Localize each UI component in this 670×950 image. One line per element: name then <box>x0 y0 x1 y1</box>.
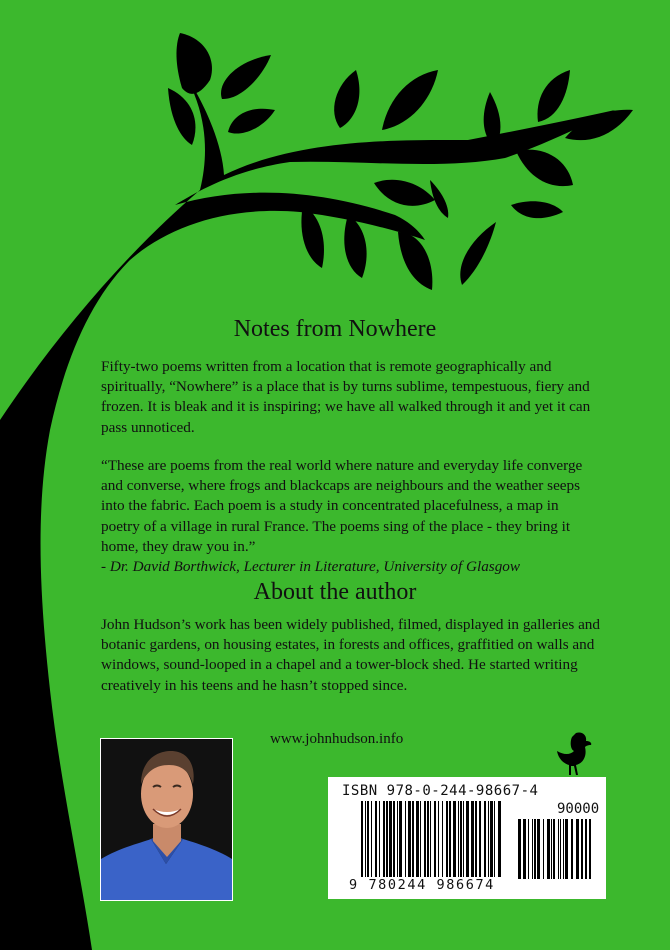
bird-silhouette-icon <box>554 729 594 777</box>
barcode-bar <box>498 801 501 877</box>
barcode-bar <box>371 801 372 877</box>
barcode-bar <box>518 819 521 879</box>
barcode-bar <box>532 819 533 879</box>
barcode-bar <box>405 801 406 877</box>
barcode-bar <box>460 801 462 877</box>
barcode-bar <box>449 801 451 877</box>
barcode-bar <box>361 801 363 877</box>
barcode-bar <box>430 801 431 877</box>
about-heading: About the author <box>253 579 417 605</box>
barcode-bar <box>379 801 380 877</box>
barcode-bar <box>389 801 392 877</box>
barcode-bar <box>547 819 550 879</box>
barcode-bar <box>393 801 395 877</box>
barcode-bar <box>471 801 474 877</box>
barcode-bar <box>576 819 579 879</box>
barcode-bar <box>494 801 495 877</box>
book-description: Fifty-two poems written from a location that is remote geographically and spiritually, “Nowhere” is a place that is by turns sublime, tempestuous, fiery and frozen. It is bleak and it is inspiring; we have all walked through it and yet it can pass unnoticed. <box>101 358 591 436</box>
barcode-bar <box>416 801 419 877</box>
barcode-bar <box>523 819 526 879</box>
author-photo <box>100 738 233 901</box>
review-quote <box>101 456 601 577</box>
barcode-bar <box>399 801 402 877</box>
barcode-bar <box>475 801 477 877</box>
barcode-bar <box>442 801 443 877</box>
barcode-bar <box>453 801 456 877</box>
barcode-bar <box>446 801 448 877</box>
barcode-bar <box>424 801 426 877</box>
barcode-bar <box>408 801 411 877</box>
website-link[interactable]: www.johnhudson.info <box>270 731 404 747</box>
barcode-bar <box>466 801 469 877</box>
barcode-bar <box>383 801 385 877</box>
barcode-bar <box>571 819 573 879</box>
barcode-bar <box>397 801 398 877</box>
barcode-bar <box>534 819 536 879</box>
barcode-bar <box>420 801 421 877</box>
barcode-bar <box>565 819 568 879</box>
barcode-bar <box>386 801 388 877</box>
barcode-bar <box>427 801 429 877</box>
isbn-label: ISBN 978-0-244-98667-4 <box>342 783 539 799</box>
isbn-barcode <box>328 777 606 899</box>
barcode-bar <box>412 801 414 877</box>
barcode-bar <box>551 819 552 879</box>
barcode-bar <box>463 801 464 877</box>
price-addon: 90000 <box>557 801 600 817</box>
barcode-bar <box>375 801 377 877</box>
barcode-bar <box>558 819 559 879</box>
barcode-bar <box>479 801 481 877</box>
barcode-bar <box>563 819 564 879</box>
barcode-bar <box>488 801 489 877</box>
author-portrait-icon <box>101 739 232 900</box>
barcode-bar <box>490 801 493 877</box>
barcode-bar <box>560 819 561 879</box>
barcode-bar <box>484 801 486 877</box>
quote-attribution: - Dr. David Borthwick, Lecturer in Literature, University of Glasgow <box>101 558 521 576</box>
barcode-bar <box>528 819 529 879</box>
barcode-bar <box>537 819 540 879</box>
barcode-bar <box>434 801 436 877</box>
barcode-bar <box>581 819 583 879</box>
barcode-bar <box>553 819 555 879</box>
barcode-bar <box>589 819 591 879</box>
barcode-bar <box>458 801 459 877</box>
barcode-bar <box>543 819 544 879</box>
about-text: John Hudson’s work has been widely published, filmed, displayed in galleries and botanic gardens, on housing estates, in forests and offices, graffitied on walls and windows, sound-looped in a chapel and a tower-block shed. He started writing creatively in his teens and he hasn’t stopped since. <box>101 616 600 694</box>
barcode-bar <box>585 819 587 879</box>
barcode-bar <box>438 801 439 877</box>
barcode-bar <box>367 801 369 877</box>
quote-text: “These are poems from the real world where nature and everyday life converge and converse, where frogs and blackcaps are neighbours and the weather seeps into the fabric. Each poem is a study in concentrated placefulness, a map in poetry of a village in rural France. The poems sing of the place - they bring it home, they draw you in.” <box>101 457 583 555</box>
book-title: Notes from Nowhere <box>233 316 437 342</box>
barcode-digits: 9 780244 986674 <box>349 877 495 893</box>
barcode-bar <box>365 801 366 877</box>
